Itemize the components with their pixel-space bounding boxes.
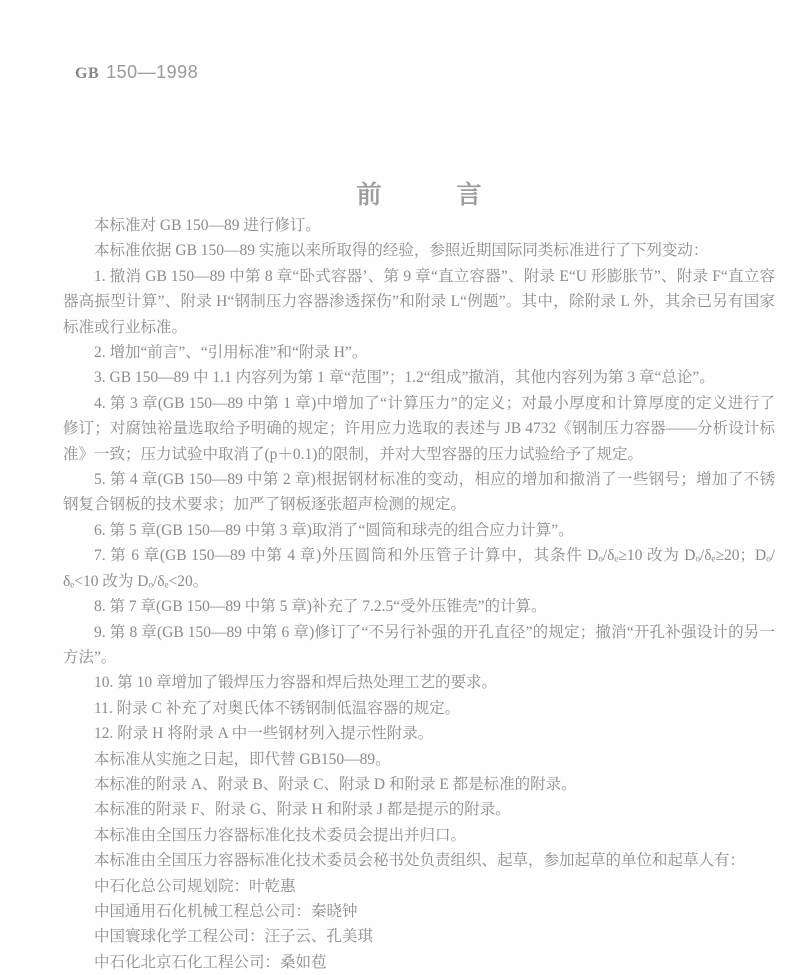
foreword-paragraph: 本标准依据 GB 150—89 实施以来所取得的经验，参照近期国际同类标准进行了下列变动： [94, 242, 709, 260]
foreword-paragraph: 1. 撤消 GB 150—89 中第 8 章“卧式容器’、第 9 章“直立容器”、附录 E“U 形膨胀节”、附录 F“直立容器高振型计算”、附录 H“钢制压力容器渗透探伤”和附录 L“例题”。其中，除附录 L 外，其余已另有国家标准或行业标准。 [63, 267, 775, 336]
foreword-body [63, 213, 775, 975]
standard-code-number: 150—1998 [106, 62, 199, 82]
foreword-paragraph: 6. 第 5 章(GB 150—89 中第 3 章)取消了“圆筒和球壳的组合应力计算”。 [94, 521, 574, 539]
foreword-paragraph: 10. 第 10 章增加了锻焊压力容器和焊后热处理工艺的要求。 [94, 674, 498, 692]
foreword-paragraph: 7. 第 6 章(GB 150—89 中第 4 章)外压圆筒和外压管子计算中，其条件 Dₒ/δₑ≥10 改为 Dₒ/δₑ≥20；Dₒ/δₑ<10 改为 Dₒ/δₑ<20。 [63, 547, 775, 590]
standard-code [75, 62, 198, 83]
foreword-paragraph: 本标准的附录 F、附录 G、附录 H 和附录 J 都是提示的附录。 [94, 801, 511, 819]
foreword-paragraph: 本标准由全国压力容器标准化技术委员会提出并归口。 [94, 826, 467, 844]
foreword-paragraph: 12. 附录 H 将附录 A 中一些钢材列入提示性附录。 [94, 725, 434, 743]
foreword-paragraph: 9. 第 8 章(GB 150—89 中第 6 章)修订了“不另行补强的开孔直径”的规定；撤消“开孔补强设计的另一方法”。 [63, 623, 775, 666]
foreword-paragraph: 中国通用石化机械工程总公司：秦晓钟 [94, 902, 358, 920]
foreword-paragraph: 中石化北京石化工程公司：桑如苞 [94, 953, 327, 971]
foreword-paragraph: 本标准的附录 A、附录 B、附录 C、附录 D 和附录 E 都是标准的附录。 [94, 775, 577, 793]
foreword-paragraph: 本标准从实施之日起，即代替 GB150—89。 [94, 750, 391, 768]
page-title: 前 言 [356, 181, 482, 209]
foreword-paragraph: 中国寰球化学工程公司：汪子云、孔美琪 [94, 928, 374, 946]
foreword-paragraph: 8. 第 7 章(GB 150—89 中第 5 章)补充了 7.2.5“受外压锥壳”的计算。 [94, 598, 547, 616]
foreword-paragraph: 2. 增加“前言”、“引用标准”和“附录 H”。 [94, 344, 368, 362]
foreword-paragraph: 5. 第 4 章(GB 150—89 中第 2 章)根据钢材标准的变动，相应的增加和撤消了一些钢号；增加了不锈钢复合钢板的技术要求；加严了钢板逐张超声检测的规定。 [63, 471, 775, 514]
foreword-paragraph: 本标准对 GB 150—89 进行修订。 [94, 217, 321, 234]
foreword-paragraph: 中石化总公司规划院：叶乾惠 [94, 877, 296, 895]
foreword-paragraph: 本标准由全国压力容器标准化技术委员会秘书处负责组织、起草，参加起草的单位和起草人有： [94, 852, 746, 870]
foreword-paragraph: 3. GB 150—89 中 1.1 内容列为第 1 章“范围”；1.2“组成”撤消，其他内容列为第 3 章“总论”。 [94, 369, 715, 387]
foreword-paragraph: 4. 第 3 章(GB 150—89 中第 1 章)中增加了“计算压力”的定义；对最小厚度和计算厚度的定义进行了修订；对腐蚀裕量选取给予明确的规定；许用应力选取的表述与 JB 4732《钢制压力容器——分析设计标准》一致；压力试验中取消了(p＋0.1)的限制，并对大型容器的压力试验给予了规定。 [63, 394, 775, 463]
foreword-paragraph: 11. 附录 C 补充了对奥氏体不锈钢制低温容器的规定。 [94, 699, 461, 717]
standard-code-prefix: GB [75, 65, 100, 82]
